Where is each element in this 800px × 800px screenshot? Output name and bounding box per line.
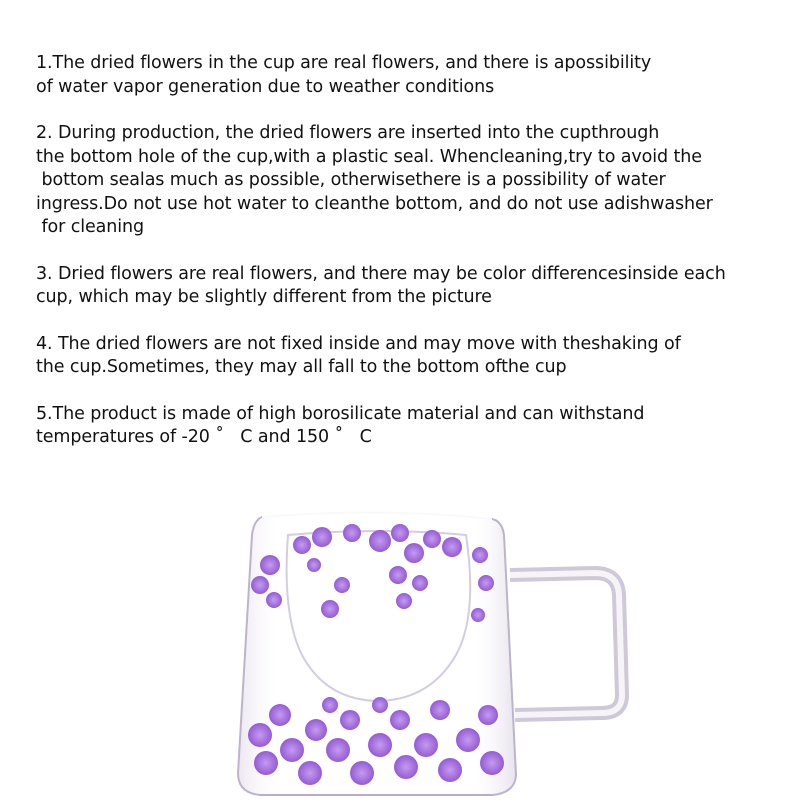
note-4: [36, 333, 776, 380]
note-1: [36, 52, 776, 99]
glass-cup-illustration: [230, 505, 640, 800]
note-1-line-2: of water vapor generation due to weather conditions: [36, 76, 495, 97]
note-3-line-2: cup, which may be slightly different from the picture: [36, 287, 492, 307]
note-5-line-2: temperatures of -20 ˚ C and 150 ˚ C: [36, 427, 372, 447]
care-notes: [36, 52, 776, 473]
note-2: [36, 122, 776, 240]
note-5: [36, 403, 776, 450]
note-3: [36, 263, 776, 310]
cup-handle: [510, 573, 622, 715]
note-5-line-1: 5.The product is made of high borosilicate material and can withstand: [36, 403, 645, 424]
note-2-line-4: ingress.Do not use hot water to cleanthe bottom, and do not use adishwasher: [36, 193, 713, 214]
note-3-line-1: 3. Dried flowers are real flowers, and there may be color differencesinside each: [36, 263, 726, 284]
note-4-line-1: 4. The dried flowers are not fixed inside and may move with theshaking of: [36, 333, 681, 354]
glass-cup-image: [230, 505, 640, 800]
note-2-line-2: the bottom hole of the cup,with a plastic seal. Whencleaning,try to avoid the: [36, 146, 702, 167]
note-1-line-1: 1.The dried flowers in the cup are real flowers, and there is apossibility: [36, 53, 652, 73]
note-2-line-3: bottom sealas much as possible, otherwisethere is a possibility of water: [36, 170, 666, 190]
note-2-line-1: 2. During production, the dried flowers are inserted into the cupthrough: [36, 123, 660, 143]
note-4-line-2: the cup.Sometimes, they may all fall to the bottom ofthe cup: [36, 357, 567, 377]
note-2-line-5: for cleaning: [36, 217, 145, 237]
